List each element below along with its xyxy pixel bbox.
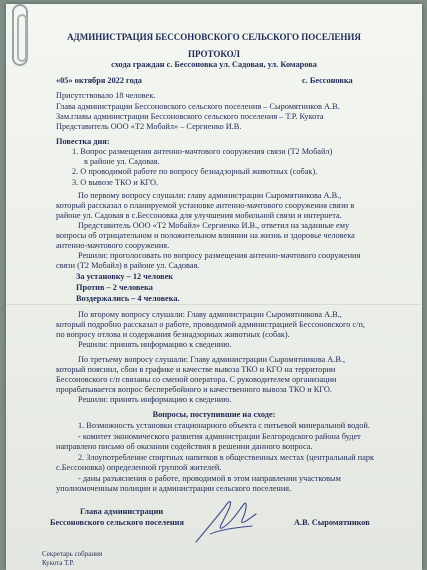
q1-line: районе ул. Садовая в с.Бессоновка для улучшения мобильной связи и интернета.: [56, 211, 342, 220]
issue-line: - комитет экономического развития администрации Белгородского района будет: [78, 432, 361, 441]
doc-title: ПРОТОКОЛ: [188, 49, 240, 59]
agenda-item: 1. Вопрос размещения антенно-мачтового сооружения связи (Т2 Мобайл): [72, 147, 333, 156]
agenda-item: 2. О проводимой работе по вопросу безнадзорный животных (собак).: [72, 167, 318, 176]
issue-line: - даны разъяснения о работе, проводимой в этом направлении участковым: [78, 474, 341, 483]
q1-decision: связи (Т2 Мобайл) в районе ул. Садовая.: [56, 261, 200, 270]
q3-decision: Решили: принять информацию к сведению.: [78, 395, 232, 404]
vote-abstain: Воздержались – 4 человека.: [76, 294, 180, 303]
q1-decision: Решили: проголосовать по вопросу размещения антенно-мачтового сооружения: [78, 251, 361, 260]
q3-line: который пояснил, сбои в графике и качестве вывоза ТКО и КГО на территории: [56, 365, 336, 374]
q3-line: прорабатывается вопрос бесперебойного и качественного вывоза ТКО и КГО.: [56, 385, 332, 394]
attendance-line: Присутствовало 18 человек.: [56, 91, 156, 100]
issue-line: уполномоченным полиции и администрации сельского поселения.: [56, 484, 292, 493]
page-fold-line: [6, 304, 422, 305]
q2-line: по вопросу отлова и содержания безнадзорных животных (собак).: [56, 330, 290, 339]
q2-line: По второму вопросу слушали: Главу администрации Сыромятникова А.В.,: [78, 310, 342, 319]
issue-line: 2. Злоупотребление спиртных напитков в общественных местах (центральный парк: [78, 453, 375, 462]
attendance-line: Глава администрации Бессоновского сельского поселения – Сыромятников А.В.: [56, 102, 340, 111]
q3-line: Бессоновского с/п связаны со сменой оператора. С руководителем организации: [56, 375, 337, 384]
doc-date: «05» октября 2022 года: [56, 76, 142, 85]
q2-line: который подробно рассказал о работе, проводимой администрацией Бессоновского с/п,: [56, 320, 365, 329]
q1-line: который рассказал о планируемой установке антенно-мачтового сооружения связи в: [56, 201, 355, 210]
attendance-line: Зам.главы администрации Бессоновского сельского поселения – Т.Р. Кукота: [56, 112, 324, 121]
document-page: [6, 4, 422, 570]
issue-line: 1. Возможность установки стационарного объекта с питьевой минеральной водой.: [78, 421, 370, 430]
org-name: АДМИНИСТРАЦИЯ БЕССОНОВСКОГО СЕЛЬСКОГО ПОСЕЛЕНИЯ: [67, 32, 361, 42]
agenda-item: в районе ул. Садовая.: [84, 157, 160, 166]
q1-line: антенно-мачтового сооружения.: [56, 241, 170, 250]
doc-subtitle: схода граждан с. Бессоновка ул. Садовая, ул. Комарова: [111, 60, 317, 69]
q3-line: По третьему вопросу слушали: Главу администрации Сыромятникова А.В.,: [78, 355, 346, 364]
agenda-item: 3. О вывозе ТКО и КГО.: [72, 178, 159, 187]
signer-role: Бессоновского сельского поселения: [50, 518, 184, 527]
signer-role: Глава администрации: [80, 507, 164, 516]
secretary-label: Секретарь собрания: [42, 550, 103, 558]
vote-for: За установку – 12 человек: [76, 272, 174, 281]
vote-against: Против – 2 человека: [76, 283, 153, 292]
attendance-line: Представитель ООО «Т2 Мобайл» – Сергиенко И.В.: [56, 122, 242, 131]
secretary-name: Кукота Т.Р.: [42, 559, 75, 567]
agenda-title: Повестка дня:: [56, 137, 110, 146]
q1-line: По первому вопросу слушали: главу администрации Сыромятникова А.В.,: [78, 191, 342, 200]
issues-title: Вопросы, поступившие на сходе:: [152, 410, 276, 419]
signer-name: А.В. Сыромятников: [294, 518, 370, 527]
handwritten-signature-icon: [186, 490, 266, 550]
q2-decision: Решили: принять информацию к сведению.: [78, 340, 232, 349]
q1-line: Представитель ООО «Т2 Мобайл» Сергиенко И.В., ответил на заданные ему: [78, 221, 350, 230]
q1-line: вопросы об отрицательном и положительном влиянии на жизнь и здоровье человека: [56, 231, 355, 240]
issue-line: с.Бессоновка) определенной группой жителей.: [56, 463, 222, 472]
doc-place: с. Бессоновка: [302, 76, 353, 85]
issue-line: направлено письмо об оказании содействия в решении данного вопроса.: [56, 442, 313, 451]
